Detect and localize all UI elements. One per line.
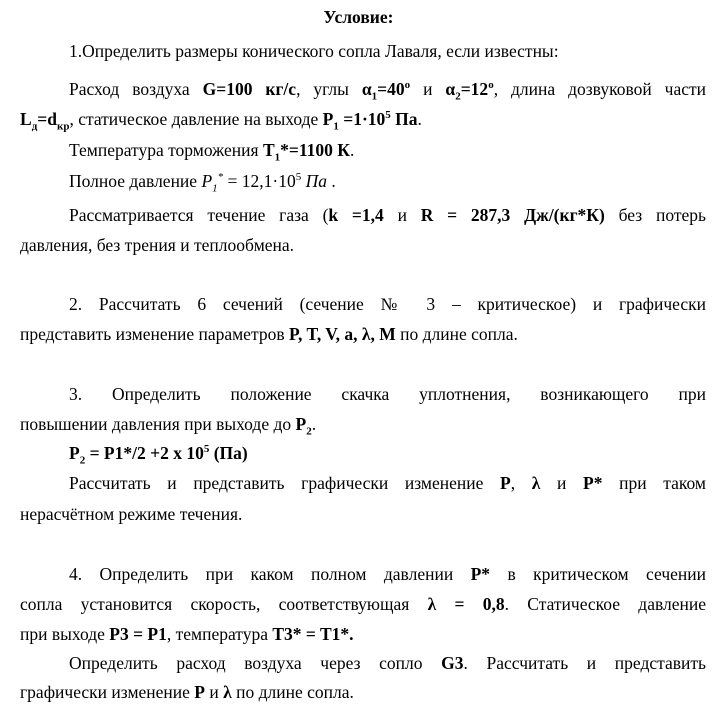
- p3-line2: повышении давления при выходе до $P_2$.: [20, 414, 317, 438]
- p3-line1: 3. Определить положение скачка уплотнения, возникающего при: [69, 384, 706, 404]
- p1-line4: Температура торможения $T_1*=1100$ К.: [69, 140, 355, 164]
- p3-line5: нерасчётном режиме течения.: [20, 504, 243, 524]
- p4-line4: Определить расход воздуха через сопло G3. Рассчитать и представить: [69, 653, 707, 673]
- p2-line2: представить изменение параметров P, T, V, a, λ, M по длине сопла.: [20, 324, 518, 344]
- p4-line2: сопла установится скорость, соответствующая λ = 0,8. Статическое давление: [20, 594, 706, 614]
- p1-line5: Полное давление $P_1^* = 12,1\cdot 10^5$ Па .: [69, 171, 336, 195]
- p3-line4: Рассчитать и представить графически изменение P, λ и P* при таком: [69, 473, 706, 493]
- p4-line1: 4. Определить при каком полном давлении P* в критическом сечении: [69, 564, 706, 584]
- p1-line7: давления, без трения и теплообмена.: [20, 235, 295, 255]
- p1-line2: Расход воздуха G=100 кг/с, углы $\alpha_1=40^о$ и $\alpha_2=12^о$, длина дозвуковой части: [69, 79, 707, 103]
- p1-line3: $L_д=d_{кр}$, статическое давление на выходе $P_1 =1\cdot 10^5$ Па.: [20, 109, 422, 133]
- p4-line3: при выходе P3 = P1, температура T3* = T1*.: [20, 624, 354, 644]
- p1-line6: Рассматривается течение газа (k =1,4 и R = 287,3 Дж/(кг*К) без потерь: [69, 205, 706, 225]
- p3-line3: $P_2 = P1*/2 +2$ x $10^5$ (Па): [69, 443, 248, 467]
- p4-line5: графически изменение P и λ по длине сопла.: [20, 682, 354, 702]
- p1-line1: 1.Определить размеры конического сопла Лаваля, если известны:: [69, 41, 559, 61]
- heading: Условие:: [323, 7, 394, 27]
- p2-line1: 2. Рассчитать 6 сечений (сечение № 3 – критическое) и графически: [69, 294, 706, 314]
